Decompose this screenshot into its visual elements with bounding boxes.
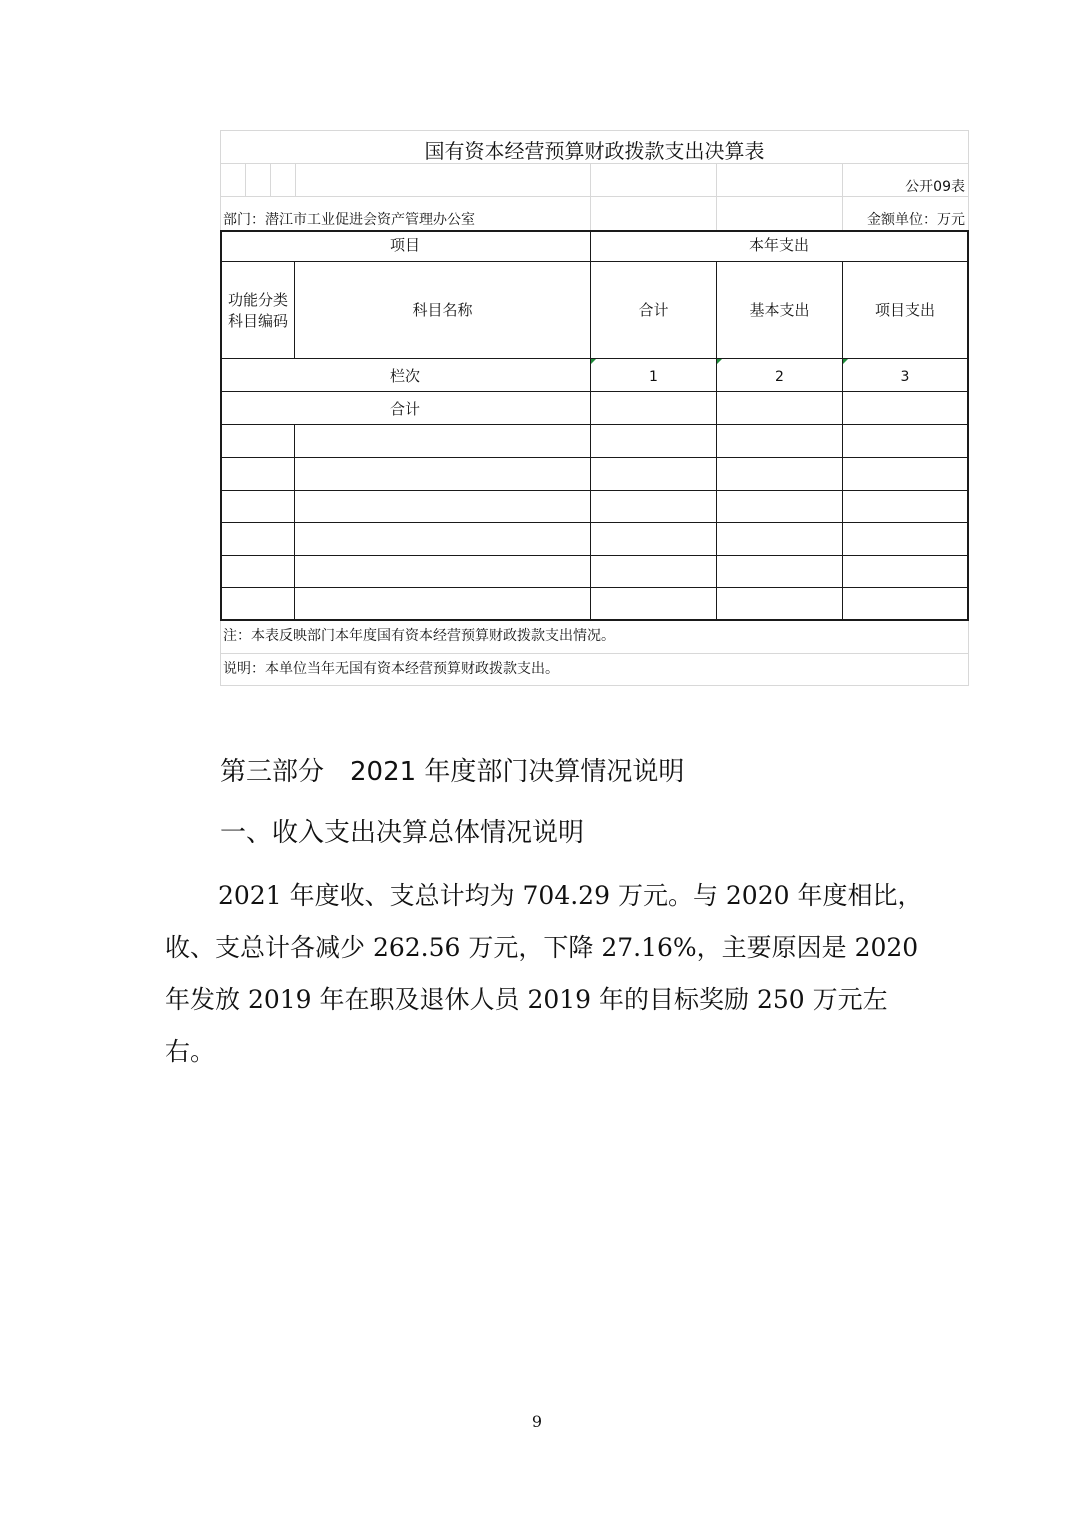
- form-number: 公开09表: [905, 179, 965, 195]
- col-code: 功能分类科目编码: [227, 291, 288, 330]
- col-total: 合计: [638, 301, 669, 319]
- lanci-2: 2: [775, 369, 784, 385]
- row-total-label: 合计: [389, 400, 420, 418]
- row-lanci-label: 栏次: [389, 367, 420, 385]
- budget-table: [220, 130, 969, 686]
- lanci-1: 1: [649, 369, 658, 385]
- table-note: 注：本表反映部门本年度国有资本经营预算财政拨款支出情况。: [223, 628, 615, 644]
- summary-paragraph: 2021 年度收、支总计均为 704.29 万元。与 2020 年度相比，收、支总计各减少 262.56 万元，下降 27.16%，主要原因是 2020 年发放 2019 年在职及退休人员 2019 年的目标奖励 250 万元左右。: [165, 881, 923, 1066]
- header-project: 项目: [389, 236, 420, 254]
- col-basic: 基本支出: [749, 301, 810, 319]
- table-title: 国有资本经营预算财政拨款支出决算表: [424, 139, 765, 163]
- sub-title: 一、收入支出决算总体情况说明: [220, 818, 585, 848]
- lanci-3: 3: [900, 369, 910, 385]
- unit-label: 金额单位：万元: [867, 212, 965, 228]
- table-explain: 说明：本单位当年无国有资本经营预算财政拨款支出。: [223, 661, 559, 677]
- col-name: 科目名称: [412, 301, 473, 319]
- header-year-expense: 本年支出: [748, 236, 809, 254]
- department-label: 部门：潜江市工业促进会资产管理办公室: [223, 212, 475, 228]
- part-title: 第三部分 2021 年度部门决算情况说明: [220, 757, 685, 787]
- page-number: 9: [531, 1412, 543, 1431]
- col-project: 项目支出: [874, 301, 935, 319]
